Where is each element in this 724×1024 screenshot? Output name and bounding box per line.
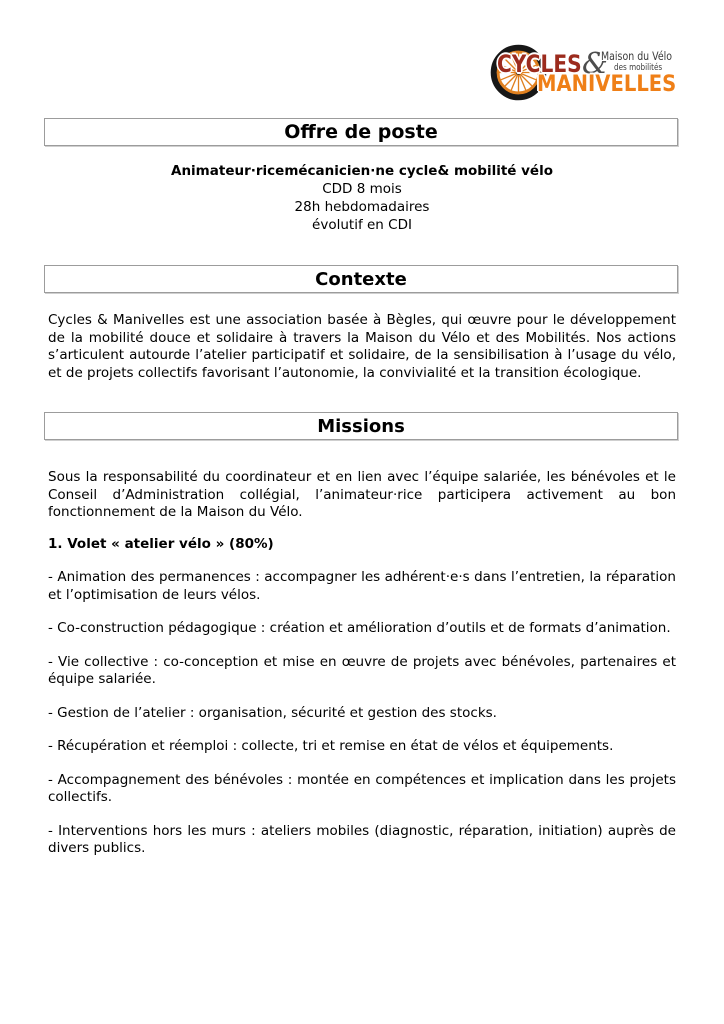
mission-bullet: - Interventions hors les murs : ateliers mobiles (diagnostic, réparation, initiation) auprès de divers publics.: [48, 822, 676, 856]
contexte-heading: Contexte: [315, 268, 407, 290]
mission-bullet: - Vie collective : co-conception et mise en œuvre de projets avec bénévoles, partenaires et équipe salariée.: [48, 653, 676, 687]
logo-tagline: [601, 51, 688, 72]
logo-manivelles-text: MANIVELLES: [537, 72, 677, 97]
missions-heading-box: [44, 412, 678, 440]
contexte-paragraph: Cycles & Manivelles est une association basée à Bègles, qui œuvre pour le développement de la mobilité douce et solidaire à travers la Maison du Vélo et des Mobilités. Nos actions s’articulent autourde l’atelier participatif et solidaire, de la sensibilisation à l’usage du vélo, et de projets collectifs favorisant l’autonomie, la convivialité et la transition écologique.: [48, 312, 676, 381]
logo-tagline-line2: des mobilités: [614, 62, 663, 73]
volet1-heading: 1. Volet « atelier vélo » (80%): [48, 535, 274, 552]
mission-bullet: - Co-construction pédagogique : création et amélioration d’outils et de formats d’animation.: [48, 620, 671, 636]
offer-title-box: [44, 118, 678, 146]
missions-heading: Missions: [317, 415, 405, 437]
offer-title: Offre de poste: [284, 121, 438, 143]
contexte-heading-box: [44, 265, 678, 293]
job-evolution: évolutif en CDI: [312, 217, 412, 233]
job-contract-type: CDD 8 mois: [322, 181, 402, 197]
cycles-manivelles-logo: [489, 42, 689, 106]
job-header: [0, 162, 724, 234]
logo-tagline-line1: Maison du Vélo: [601, 49, 673, 63]
job-position-title: Animateur·ricemécanicien·ne cycle& mobilité vélo: [171, 163, 553, 179]
logo-ampersand: &: [582, 46, 608, 80]
mission-bullet: - Gestion de l’atelier : organisation, sécurité et gestion des stocks.: [48, 704, 497, 721]
job-weekly-hours: 28h hebdomadaires: [294, 199, 430, 215]
mission-bullet: - Accompagnement des bénévoles : montée en compétences et implication dans les projets collectifs.: [48, 771, 676, 805]
mission-bullet: - Animation des permanences : accompagner les adhérent·e·s dans l’entretien, la réparation et l’optimisation de leurs vélos.: [48, 569, 676, 603]
mission-bullet: - Récupération et réemploi : collecte, tri et remise en état de vélos et équipements.: [48, 738, 614, 754]
logo-cycles-text: CYCLES: [497, 50, 582, 78]
missions-intro-paragraph: Sous la responsabilité du coordinateur et en lien avec l’équipe salariée, les bénévoles et le Conseil d’Administration collégial, l’animateur·rice participera activement au bon fonctionnement de la Maison du Vélo.: [48, 469, 676, 520]
